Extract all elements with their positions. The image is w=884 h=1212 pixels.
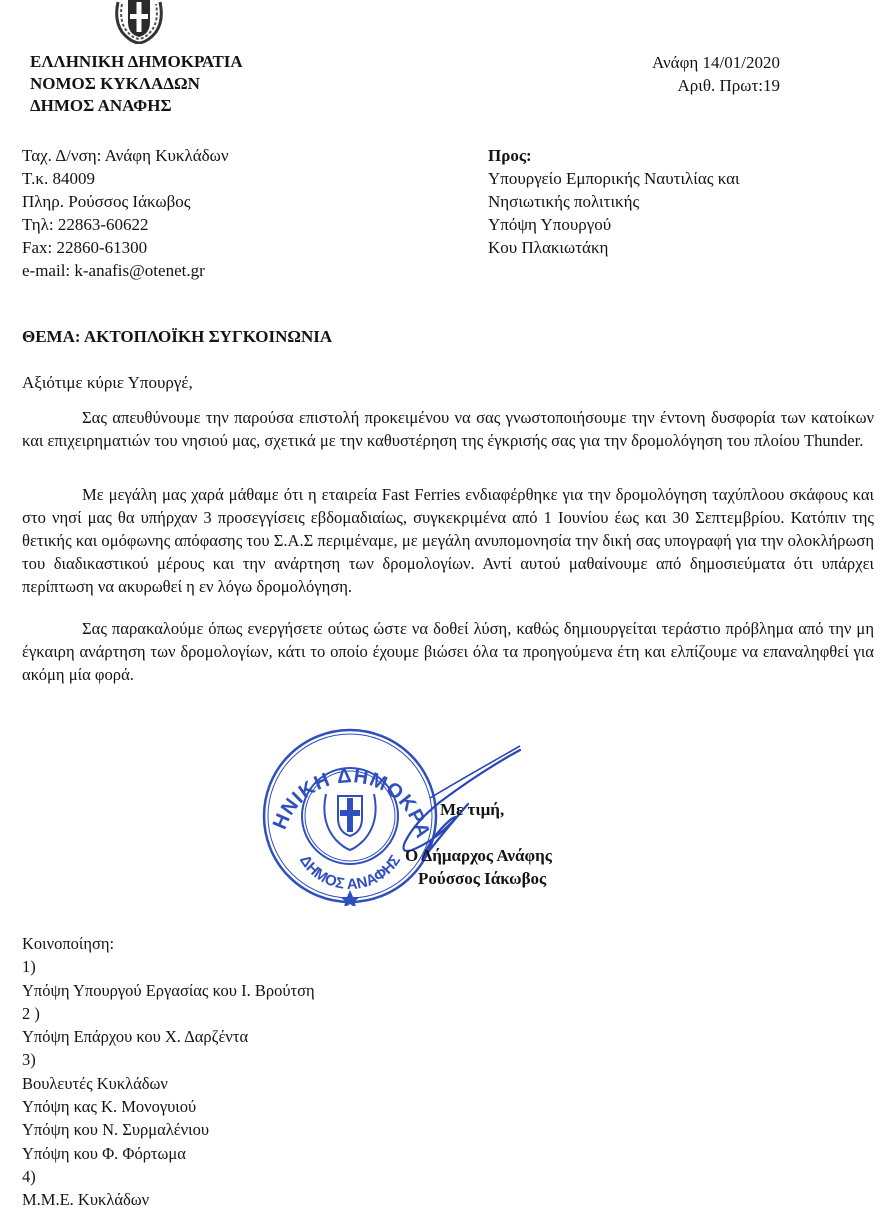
greek-emblem-icon bbox=[108, 0, 170, 44]
recipient-line-ministry: Υπουργείο Εμπορικής Ναυτιλίας και bbox=[488, 169, 740, 188]
document-date: Ανάφη 14/01/2020 bbox=[651, 53, 780, 72]
list-item: Υπόψη κου Φ. Φόρτωμα bbox=[22, 1143, 186, 1163]
list-item: Υπόψη Υπουργού Εργασίας κου Ι. Βρούτση bbox=[22, 980, 315, 1000]
contact-email: e-mail: k-anafis@otenet.gr bbox=[22, 261, 205, 280]
recipient-line-policy: Νησιωτικής πολιτικής bbox=[488, 192, 640, 211]
list-item: 2 ) bbox=[22, 1003, 40, 1023]
salutation: Αξιότιμε κύριε Υπουργέ, bbox=[22, 373, 193, 392]
document-meta bbox=[652, 51, 780, 97]
list-item: Υπόψη Επάρχου κου Χ. Δαρζέντα bbox=[22, 1027, 249, 1047]
list-item: Μ.Μ.Ε. Κυκλάδων bbox=[22, 1190, 150, 1210]
protocol-number: Αριθ. Πρωτ:19 bbox=[677, 76, 780, 95]
body-paragraph-2: Με μεγάλη μας χαρά μάθαμε ότι η εταιρεία Fast Ferries ενδιαφέρθηκε για την δρομολόγηση ταχύπλοου σκάφους και στο νησί μας θα υπήρχαν 3 προσεγγίσεις εβδομαδιαίως, συγκεκριμένα από 1 Ιουνίου έως και 30 Σεπτεμβρίου. Κατόπιν της θετικής και ομόφωνης απόφασης του Σ.Α.Σ περιμέναμε, με μεγάλη ανυπομονησία την δική σας υπογραφή για την ολοκλήρωση του διαδικαστικού μέρους και την ανάρτηση των δρομολογίων. Αντί αυτού μαθαίνουμε από δημοσιεύματα ότι υπάρχει περίπτωση να ακυρωθεί η εν λόγω δρομολόγηση. bbox=[22, 485, 874, 596]
signature-name: Ρούσσος Ιάκωβος bbox=[418, 869, 547, 888]
contact-address: Ταχ. Δ/νση: Ανάφη Κυκλάδων bbox=[22, 146, 229, 165]
sender-line-municipality: ΔΗΜΟΣ ΑΝΑΦΗΣ bbox=[30, 96, 172, 115]
contact-fax: Fax: 22860-61300 bbox=[22, 238, 148, 257]
list-item: 4) bbox=[22, 1166, 36, 1186]
contact-postal-code: Τ.κ. 84009 bbox=[22, 169, 95, 188]
body-paragraph-3: Σας παρακαλούμε όπως ενεργήσετε ούτως ώστε να δοθεί λύση, καθώς δημιουργείται τεράστιο πρόβλημα από την μη έγκαιρη ανάρτηση των δρομολογίων, κάτι το οποίο έχουμε βιώσει όλα τα προηγούμενα έτη και ελπίζουμε να επαναληφθεί για ακόμη μία φορά. bbox=[22, 619, 874, 684]
contact-block bbox=[22, 144, 229, 282]
list-item: Υπόψη κας Κ. Μονογυιού bbox=[22, 1097, 197, 1117]
recipient-line-attention: Υπόψη Υπουργού bbox=[488, 215, 612, 234]
sender-line-prefecture: ΝΟΜΟΣ ΚΥΚΛΑΔΩΝ bbox=[30, 74, 200, 93]
list-item: 1) bbox=[22, 957, 36, 977]
sender-line-republic: ΕΛΛΗΝΙΚΗ ΔΗΜΟΚΡΑΤΙΑ bbox=[30, 52, 243, 71]
recipient-label: Προς: bbox=[488, 146, 532, 165]
cc-label: Κοινοποίηση: bbox=[22, 934, 115, 953]
recipient-block bbox=[488, 144, 740, 259]
cc-list bbox=[22, 932, 315, 1212]
recipient-line-name: Κου Πλακιωτάκη bbox=[488, 238, 609, 257]
stamp-top-text: ΗΝΙΚΗ ΔΗΜΟΚΡΑ bbox=[268, 765, 434, 840]
signature-closing: Με τιμή, bbox=[440, 800, 505, 819]
list-item: Βουλευτές Κυκλάδων bbox=[22, 1073, 168, 1093]
subject-line: ΘΕΜΑ: ΑΚΤΟΠΛΟΪΚΗ ΣΥΓΚΟΙΝΩΝΙΑ bbox=[22, 327, 333, 346]
list-item: Υπόψη κου Ν. Συρμαλένιου bbox=[22, 1120, 209, 1140]
sender-header bbox=[30, 51, 243, 117]
body-paragraph-1: Σας απευθύνουμε την παρούσα επιστολή προκειμένου να σας γνωστοποιήσουμε την έντονη δυσφορία των κατοίκων και επιχειρηματιών του νησιού μας, σχετικά με την καθυστέρηση της έγκρισής σας για την δρομολόγηση του πλοίου Thunder. bbox=[22, 408, 874, 450]
signature-title: Ο Δήμαρχος Ανάφης bbox=[405, 846, 552, 865]
contact-phone: Τηλ: 22863-60622 bbox=[22, 215, 149, 234]
stamp-bottom-text: ΔΗΜΟΣ ΑΝΑΦΗΣ bbox=[295, 852, 405, 894]
list-item: 3) bbox=[22, 1050, 36, 1070]
contact-person: Πληρ. Ρούσσος Ιάκωβος bbox=[22, 192, 191, 211]
